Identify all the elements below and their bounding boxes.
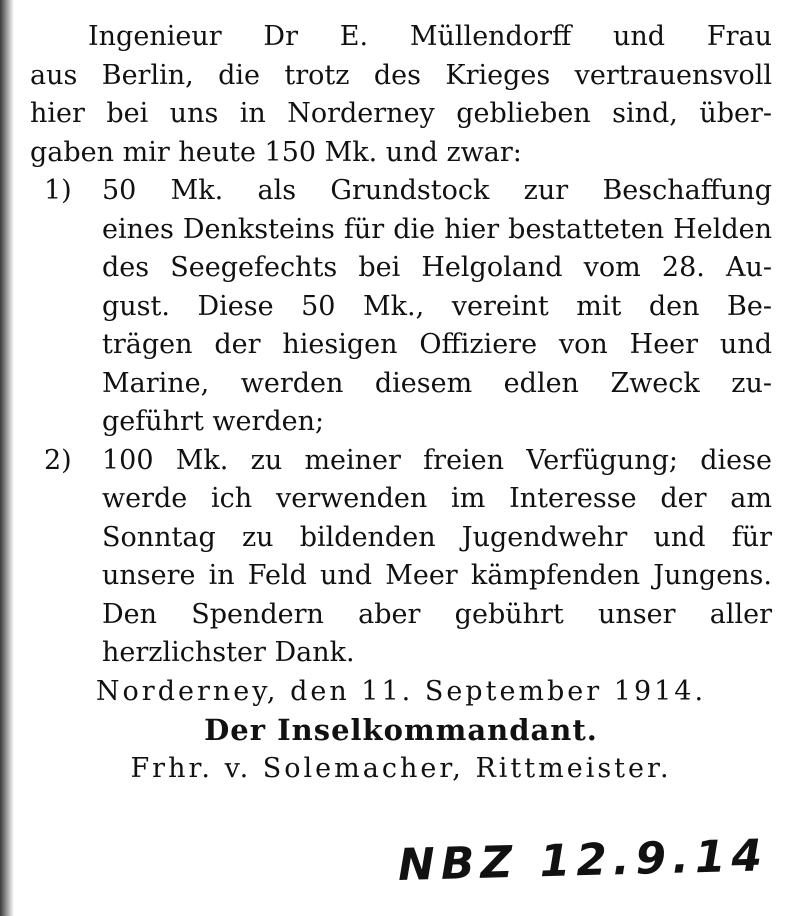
notice-text xyxy=(30,18,772,788)
item-2-text: 100 Mk. zu meiner freien Verfügung; diese xyxy=(102,444,772,476)
item-1-line: gust. Diese 50 Mk., vereint mit den Be- xyxy=(102,290,772,322)
item-1-line: trägen der hiesigen Offiziere von Heer und xyxy=(102,329,772,360)
item-1-line: Marine, werden diesem edlen Zweck zu- xyxy=(102,367,772,399)
intro-line: gaben mir heute 150 Mk. und zwar: xyxy=(30,136,522,168)
scan-edge-shadow xyxy=(0,0,14,916)
item-1-line: geführt werden; xyxy=(102,406,325,437)
item-1-line xyxy=(44,172,772,211)
signer-title: Der Inselkommandant. xyxy=(204,713,598,747)
item-1-line: eines Denksteins für die hier bestatteten Helden xyxy=(102,213,772,245)
signer-name: Frhr. v. Solemacher, Rittmeister. xyxy=(130,752,672,784)
item-2-line: Sonntag zu bildenden Jugendwehr und für xyxy=(102,521,772,553)
item-1-line: des Seegefechts bei Helgoland vom 28. Au- xyxy=(102,252,772,283)
item-2-line xyxy=(44,442,772,481)
item-2-number: 2) xyxy=(44,444,72,476)
handwritten-source-note: NBZ 12.9.14 xyxy=(397,830,769,891)
item-2-line: herzlichster Dank. xyxy=(102,637,355,668)
item-1-text: 50 Mk. als Grundstock zur Beschaffung xyxy=(102,175,772,206)
dateline: Norderney, den 11. September 1914. xyxy=(95,675,707,707)
intro-line: hier bei uns in Norderney geblieben sind, über- xyxy=(30,98,772,129)
item-2-line: Den Spendern aber gebührt unser aller xyxy=(102,598,772,630)
item-2-line: unsere in Feld und Meer kämpfenden Jungens. xyxy=(102,560,772,591)
intro-line: Ingenieur Dr E. Müllendorff und Frau xyxy=(88,21,772,52)
intro-line: aus Berlin, die trotz des Krieges vertrauensvoll xyxy=(30,59,772,91)
item-1-number: 1) xyxy=(44,175,72,206)
item-2-line: werde ich verwenden im Interesse der am xyxy=(102,483,772,514)
